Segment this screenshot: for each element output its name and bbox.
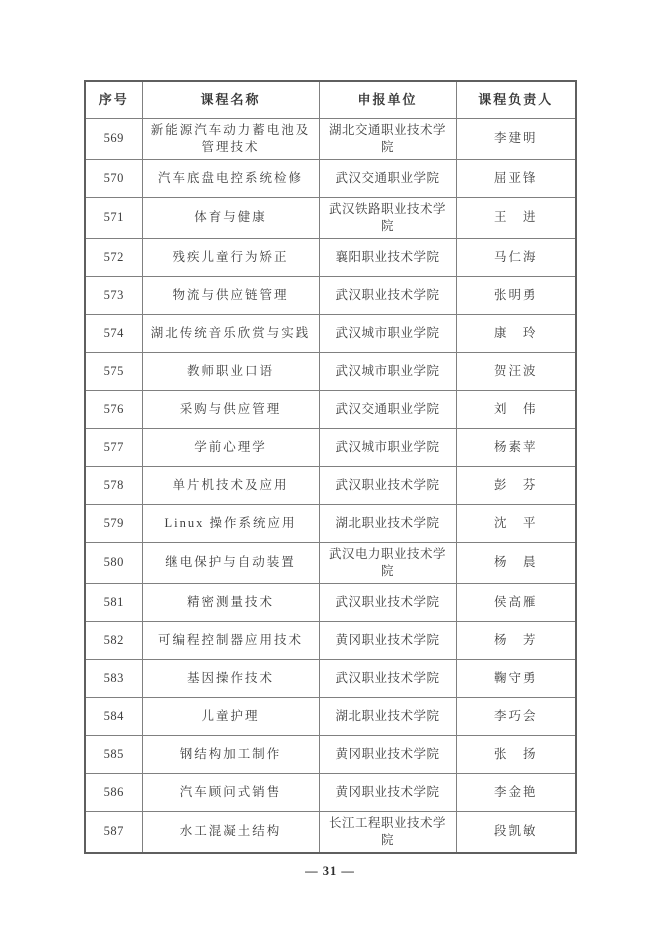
cell-leader: 李巧会	[456, 697, 576, 735]
cell-leader: 屈亚锋	[456, 159, 576, 197]
cell-unit: 武汉职业技术学院	[319, 276, 456, 314]
table-row	[85, 197, 576, 238]
cell-course: 水工混凝土结构	[142, 811, 319, 853]
cell-no: 572	[85, 238, 142, 276]
cell-leader: 沈 平	[456, 504, 576, 542]
cell-leader: 鞠守勇	[456, 659, 576, 697]
cell-no: 570	[85, 159, 142, 197]
cell-unit: 湖北职业技术学院	[319, 504, 456, 542]
cell-course: 汽车底盘电控系统检修	[142, 159, 319, 197]
cell-no: 580	[85, 542, 142, 583]
cell-no: 577	[85, 428, 142, 466]
cell-leader: 杨 芳	[456, 621, 576, 659]
cell-no: 569	[85, 118, 142, 159]
table-row	[85, 697, 576, 735]
header-cell-unit: 申报单位	[319, 81, 456, 118]
cell-unit: 黄冈职业技术学院	[319, 621, 456, 659]
cell-leader: 贺汪波	[456, 352, 576, 390]
cell-course: 教师职业口语	[142, 352, 319, 390]
cell-no: 581	[85, 583, 142, 621]
course-table	[84, 80, 577, 854]
table-row	[85, 159, 576, 197]
table-row	[85, 811, 576, 853]
cell-no: 582	[85, 621, 142, 659]
cell-unit: 武汉铁路职业技术学院	[319, 197, 456, 238]
cell-unit: 黄冈职业技术学院	[319, 735, 456, 773]
cell-course: 儿童护理	[142, 697, 319, 735]
cell-no: 578	[85, 466, 142, 504]
table-row	[85, 276, 576, 314]
table-row	[85, 735, 576, 773]
header-row	[85, 81, 576, 118]
cell-unit: 武汉交通职业学院	[319, 159, 456, 197]
cell-no: 574	[85, 314, 142, 352]
table-row	[85, 314, 576, 352]
table-row	[85, 466, 576, 504]
cell-unit: 武汉交通职业学院	[319, 390, 456, 428]
table-row	[85, 504, 576, 542]
cell-course: 采购与供应管理	[142, 390, 319, 428]
table-row	[85, 352, 576, 390]
cell-unit: 武汉职业技术学院	[319, 659, 456, 697]
cell-course: 继电保护与自动装置	[142, 542, 319, 583]
cell-no: 586	[85, 773, 142, 811]
table-row	[85, 390, 576, 428]
header-cell-no: 序号	[85, 81, 142, 118]
cell-no: 583	[85, 659, 142, 697]
cell-course: 汽车顾问式销售	[142, 773, 319, 811]
table-header	[85, 81, 576, 118]
table-row	[85, 542, 576, 583]
cell-leader: 张 扬	[456, 735, 576, 773]
cell-leader: 段凯敏	[456, 811, 576, 853]
cell-course: 基因操作技术	[142, 659, 319, 697]
cell-unit: 武汉城市职业学院	[319, 428, 456, 466]
cell-no: 575	[85, 352, 142, 390]
cell-course: 钢结构加工制作	[142, 735, 319, 773]
cell-course: 学前心理学	[142, 428, 319, 466]
cell-course: 可编程控制器应用技术	[142, 621, 319, 659]
cell-leader: 侯高雁	[456, 583, 576, 621]
table-row	[85, 583, 576, 621]
cell-unit: 武汉职业技术学院	[319, 466, 456, 504]
cell-unit: 襄阳职业技术学院	[319, 238, 456, 276]
cell-leader: 刘 伟	[456, 390, 576, 428]
table-row	[85, 428, 576, 466]
cell-no: 587	[85, 811, 142, 853]
cell-leader: 康 玲	[456, 314, 576, 352]
cell-no: 576	[85, 390, 142, 428]
cell-course: 单片机技术及应用	[142, 466, 319, 504]
cell-course: 物流与供应链管理	[142, 276, 319, 314]
cell-no: 585	[85, 735, 142, 773]
cell-unit: 武汉城市职业学院	[319, 314, 456, 352]
cell-leader: 王 进	[456, 197, 576, 238]
cell-leader: 张明勇	[456, 276, 576, 314]
cell-course: 新能源汽车动力蓄电池及管理技术	[142, 118, 319, 159]
header-cell-leader: 课程负责人	[456, 81, 576, 118]
header-cell-course: 课程名称	[142, 81, 319, 118]
cell-unit: 武汉电力职业技术学院	[319, 542, 456, 583]
cell-unit: 湖北交通职业技术学院	[319, 118, 456, 159]
cell-no: 579	[85, 504, 142, 542]
cell-leader: 彭 芬	[456, 466, 576, 504]
table-row	[85, 773, 576, 811]
cell-unit: 长江工程职业技术学院	[319, 811, 456, 853]
page-number: — 31 —	[305, 864, 355, 878]
cell-no: 584	[85, 697, 142, 735]
cell-leader: 马仁海	[456, 238, 576, 276]
cell-unit: 武汉城市职业学院	[319, 352, 456, 390]
cell-leader: 李金艳	[456, 773, 576, 811]
cell-leader: 杨 晨	[456, 542, 576, 583]
cell-unit: 武汉职业技术学院	[319, 583, 456, 621]
cell-course: 残疾儿童行为矫正	[142, 238, 319, 276]
course-table-body	[85, 118, 576, 853]
cell-course: 精密测量技术	[142, 583, 319, 621]
table-row	[85, 118, 576, 159]
table-row	[85, 659, 576, 697]
table-row	[85, 621, 576, 659]
cell-unit: 湖北职业技术学院	[319, 697, 456, 735]
cell-unit: 黄冈职业技术学院	[319, 773, 456, 811]
cell-no: 571	[85, 197, 142, 238]
cell-course: 体育与健康	[142, 197, 319, 238]
cell-course: 湖北传统音乐欣赏与实践	[142, 314, 319, 352]
cell-course: Linux 操作系统应用	[142, 504, 319, 542]
cell-leader: 杨素苹	[456, 428, 576, 466]
cell-no: 573	[85, 276, 142, 314]
cell-leader: 李建明	[456, 118, 576, 159]
table-row	[85, 238, 576, 276]
